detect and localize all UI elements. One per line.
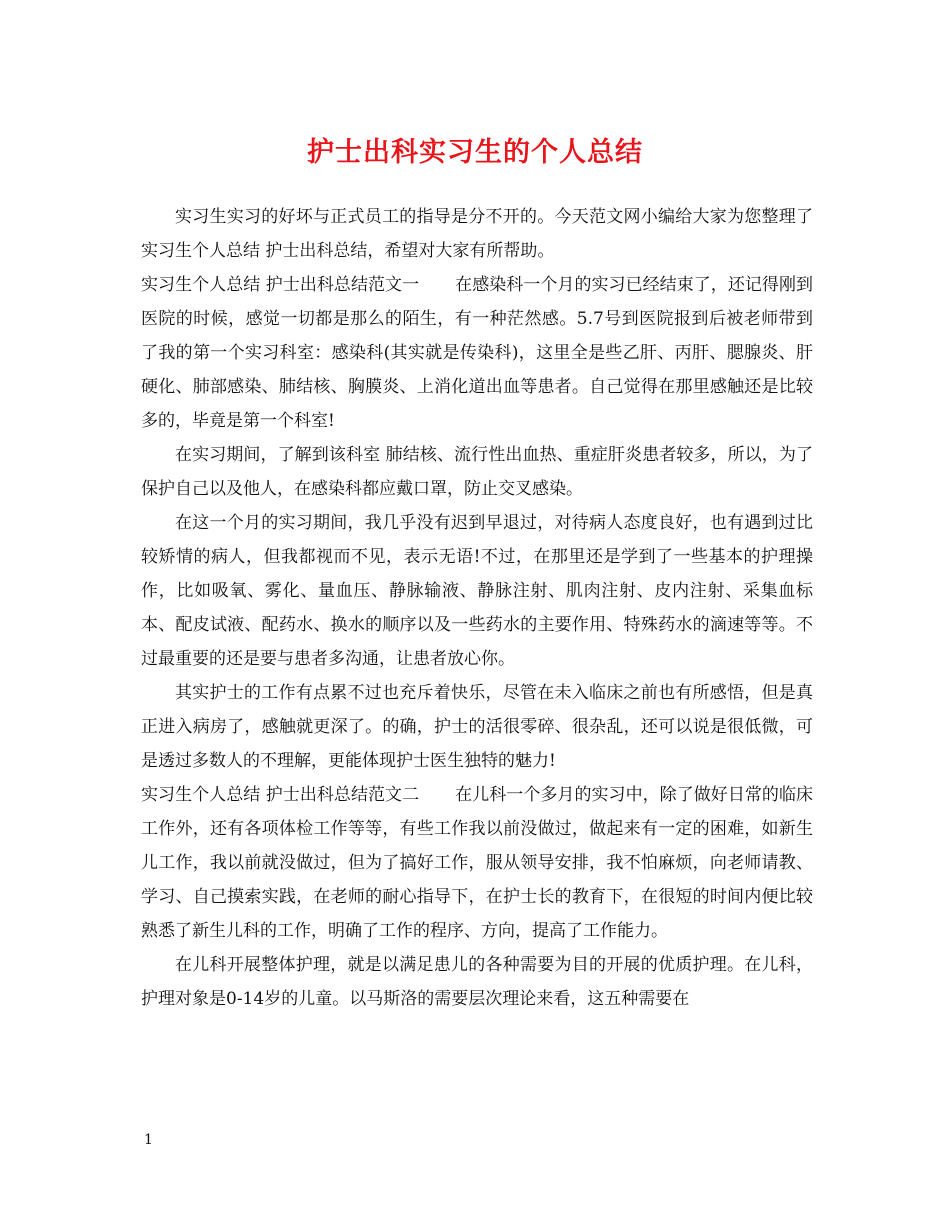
- paragraph-intro: 实习生实习的好坏与正式员工的指导是分不开的。今天范文网小编给大家为您整理了实习生个人总结 护士出科总结，希望对大家有所帮助。: [141, 207, 813, 261]
- paragraph-nursing-reflection: 其实护士的工作有点累不过也充斥着快乐，尽管在未入临床之前也有所感悟，但是真正进入病房了，感触就更深了。的确，护士的活很零碎、很杂乱，还可以说是很低微，可是透过多数人的不理解，更能体现护士医生独特的魅力!: [141, 683, 813, 771]
- paragraph-nursing-skills: 在这一个月的实习期间，我几乎没有迟到早退过，对待病人态度良好，也有遇到过比较矫情的病人，但我都视而不见，表示无语!不过，在那里还是学到了一些基本的护理操作，比如吸氧、雾化、量血压、静脉输液、静脉注射、肌肉注射、皮内注射、采集血标本、配皮试液、配药水、换水的顺序以及一些药水的主要作用、特殊药水的滴速等等。不过最重要的还是要与患者多沟通，让患者放心你。: [141, 513, 813, 669]
- document-title: 护士出科实习生的个人总结: [307, 137, 643, 168]
- paragraph-pediatric-care: 在儿科开展整体护理，就是以满足患儿的各种需要为目的开展的优质护理。在儿科，护理对象是0-14岁的儿童。以马斯洛的需要层次理论来看，这五种需要在: [141, 955, 813, 1009]
- section-text-sample-one: 在感染科一个月的实习已经结束了，还记得刚到医院的时候，感觉一切都是那么的陌生，有一种茫然感。5.7号到医院报到后被老师带到了我的第一个实习科室：感染科(其实就是传染科)，这里全是些乙肝、丙肝、腮腺炎、肝硬化、肺部感染、肺结核、胸膜炎、上消化道出血等患者。自己觉得在那里感触还是比较多的，毕竟是第一个科室!: [141, 275, 814, 431]
- section-text-sample-two: 在儿科一个多月的实习中，除了做好日常的临床工作外，还有各项体检工作等等，有些工作我以前没做过，做起来有一定的困难，如新生儿工作，我以前就没做过，但为了搞好工作，服从领导安排，我不怕麻烦，向老师请教、学习、自己摸索实践，在老师的耐心指导下，在护士长的教育下，在很短的时间内便比较熟悉了新生儿科的工作，明确了工作的程序、方向，提高了工作能力。: [141, 785, 814, 941]
- paragraph-infection-precautions: 在实习期间，了解到该科室 肺结核、流行性出血热、重症肝炎患者较多，所以，为了保护自己以及他人，在感染科都应戴口罩，防止交叉感染。: [141, 445, 813, 499]
- page-number: 1: [144, 1132, 153, 1148]
- document-body: [141, 200, 813, 1016]
- paragraph-sample-one: [141, 268, 813, 438]
- section-heading-sample-one: 实习生个人总结 护士出科总结范文一: [141, 275, 420, 295]
- paragraph-sample-two: [141, 778, 813, 948]
- section-heading-sample-two: 实习生个人总结 护士出科总结范文二: [141, 785, 420, 805]
